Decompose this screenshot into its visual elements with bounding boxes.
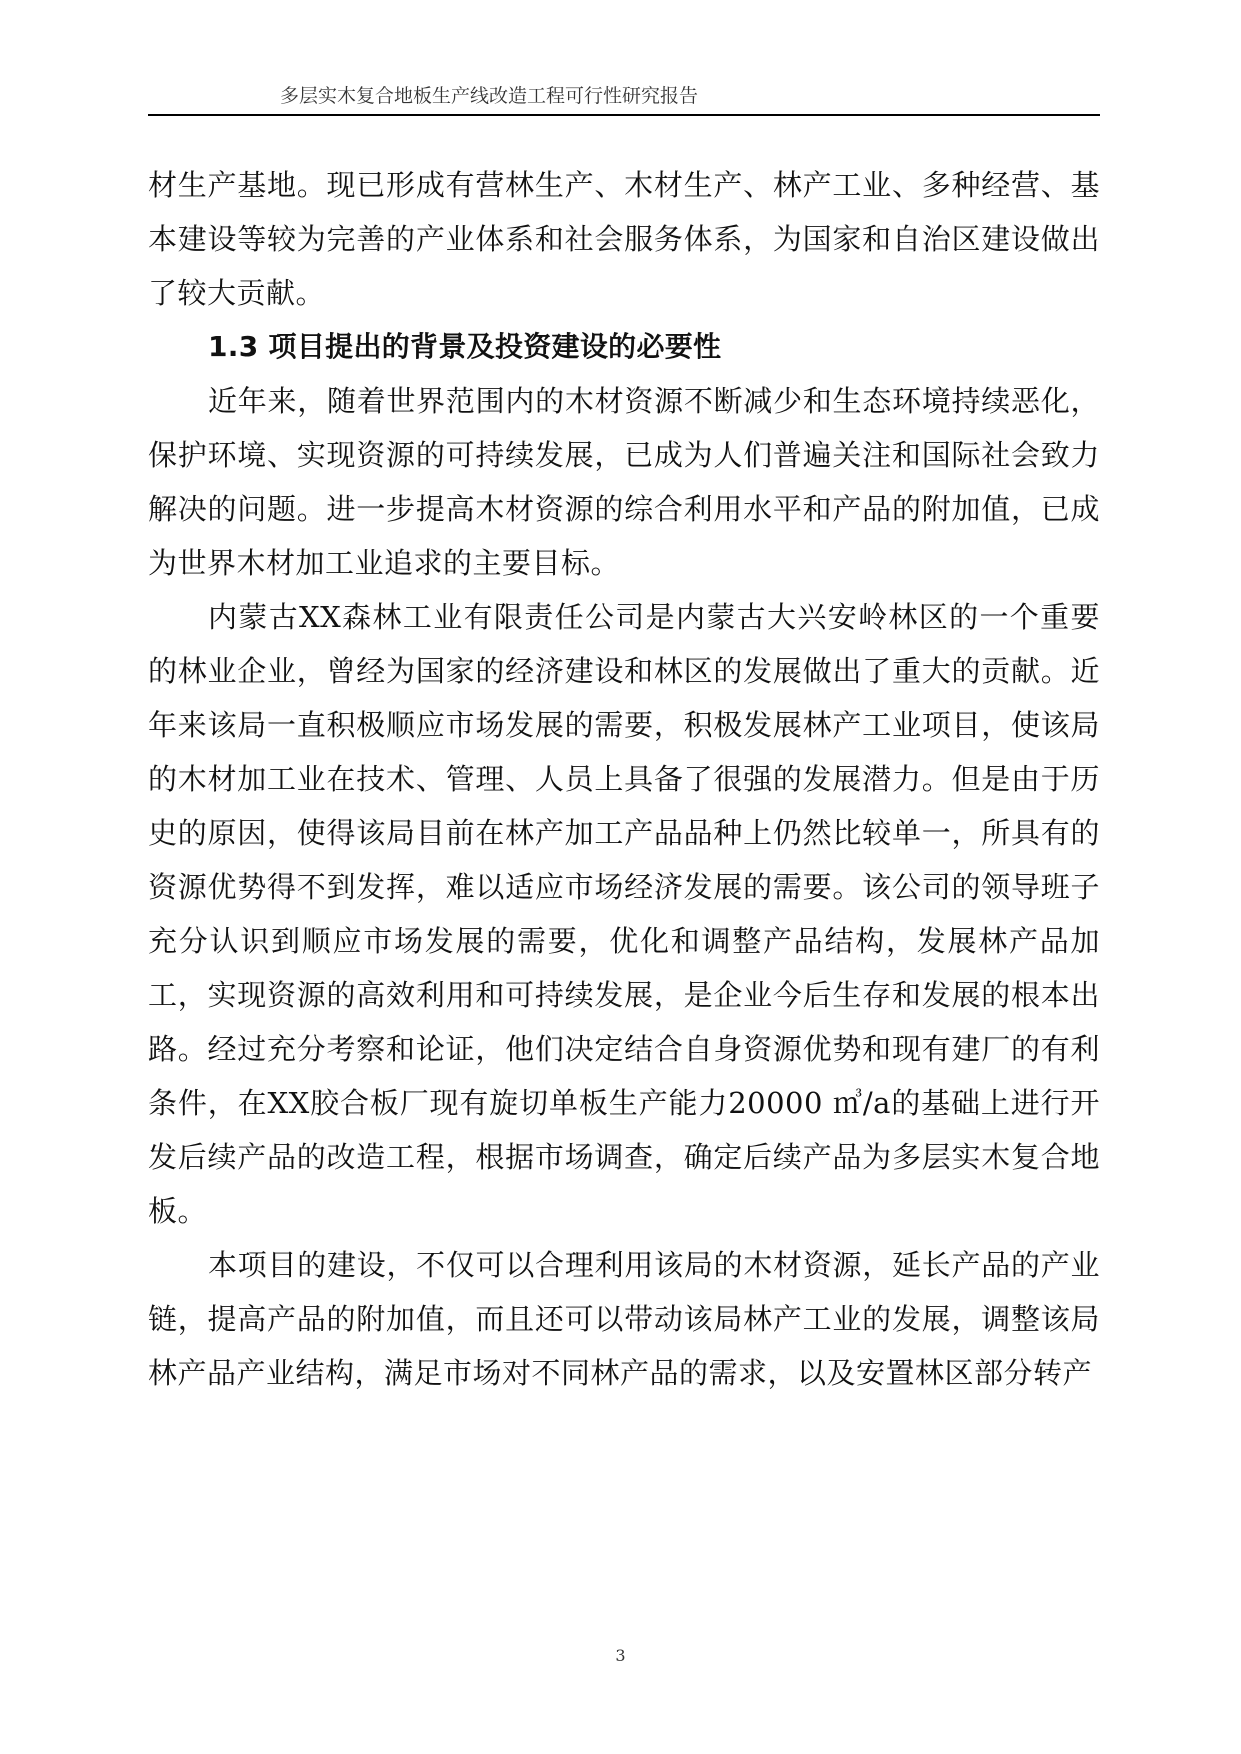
paragraph-continued: 材生产基地。现已形成有营林生产、木材生产、林产工业、多种经营、基本建设等较为完善的产业体系和社会服务体系，为国家和自治区建设做出了较大贡献。 — [148, 168, 1100, 310]
section-heading: 1.3 项目提出的背景及投资建设的必要性 — [208, 330, 722, 363]
body-text — [148, 158, 1100, 1400]
paragraph: 内蒙古XX森林工业有限责任公司是内蒙古大兴安岭林区的一个重要的林业企业，曾经为国家的经济建设和林区的发展做出了重大的贡献。近年来该局一直积极顺应市场发展的需要，积极发展林产工业项目，使该局的木材加工业在技术、管理、人员上具备了很强的发展潜力。但是由于历史的原因，使得该局目前在林产加工产品品种上仍然比较单一，所具有的资源优势得不到发挥，难以适应市场经济发展的需要。该公司的领导班子充分认识到顺应市场发展的需要，优化和调整产品结构，发展林产品加工，实现资源的高效利用和可持续发展，是企业今后生存和发展的根本出路。经过充分考察和论证，他们决定结合自身资源优势和现有建厂的有利条件，在XX胶合板厂现有旋切单板生产能力20000 ㎥/a的基础上进行开发后续产品的改造工程，根据市场调查，确定后续产品为多层实木复合地板。 — [148, 600, 1100, 1228]
paragraph: 近年来，随着世界范围内的木材资源不断减少和生态环境持续恶化，保护环境、实现资源的可持续发展，已成为人们普遍关注和国际社会致力解决的问题。进一步提高木材资源的综合利用水平和产品的附加值，已成为世界木材加工业追求的主要目标。 — [148, 384, 1100, 580]
paragraph: 本项目的建设，不仅可以合理利用该局的木材资源，延长产品的产业链，提高产品的附加值，而且还可以带动该局林产工业的发展，调整该局林产品产业结构，满足市场对不同林产品的需求，以及安置林区部分转产 — [148, 1248, 1100, 1390]
page-header — [148, 84, 1100, 116]
document-title: 多层实木复合地板生产线改造工程可行性研究报告 — [280, 85, 699, 107]
page-number: 3 — [615, 1646, 626, 1665]
